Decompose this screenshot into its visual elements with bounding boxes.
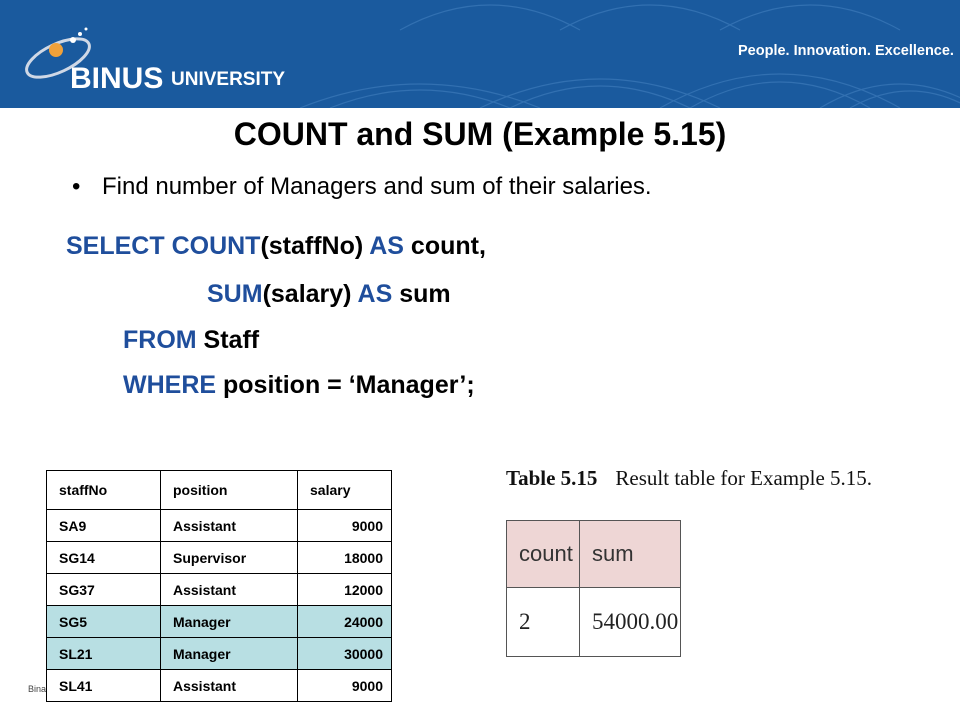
sql-text: sum (392, 280, 451, 308)
table-cell: Assistant (161, 574, 298, 606)
table-cell: 9000 (298, 670, 392, 702)
table-cell: Manager (161, 606, 298, 638)
sql-text: (staffNo) (260, 232, 370, 260)
sql-keyword: SELECT COUNT (66, 232, 261, 260)
table-cell: Supervisor (161, 542, 298, 574)
table-cell: 54000.00 (580, 588, 681, 657)
column-header: count (507, 521, 580, 588)
table-row (47, 542, 392, 574)
sql-text: count, (403, 232, 486, 260)
table-row (47, 574, 392, 606)
sql-keyword: SUM (207, 280, 263, 308)
sql-text: position = ‘Manager’; (216, 371, 475, 399)
table-row (47, 510, 392, 542)
table-cell: SG5 (47, 606, 161, 638)
table-cell: SG37 (47, 574, 161, 606)
sql-text: Staff (196, 326, 260, 354)
sql-line-4 (123, 371, 475, 400)
sql-line-3 (123, 326, 259, 355)
table-cell: 24000 (298, 606, 392, 638)
table-cell: Assistant (161, 510, 298, 542)
sql-keyword: AS (369, 232, 404, 260)
bullet-item (72, 173, 652, 201)
table-row (47, 670, 392, 702)
table-cell: 18000 (298, 542, 392, 574)
sql-keyword: AS (357, 280, 393, 308)
sql-text: (salary) (262, 280, 358, 308)
binus-logo (18, 20, 288, 100)
table-cell: 9000 (298, 510, 392, 542)
table-cell: 2 (507, 588, 580, 657)
table-cell: 12000 (298, 574, 392, 606)
sql-keyword: FROM (123, 326, 197, 354)
column-header: position (161, 471, 298, 510)
table-cell: SA9 (47, 510, 161, 542)
sql-keyword: WHERE (123, 371, 217, 399)
table-cell: SL21 (47, 638, 161, 670)
table-row-highlighted (47, 638, 392, 670)
table-cell: 30000 (298, 638, 392, 670)
footer-text: Bina (28, 684, 47, 694)
result-table (506, 520, 681, 657)
table-header-row (47, 471, 392, 510)
header-banner (0, 0, 960, 108)
staff-table (46, 470, 392, 702)
column-header: staffNo (47, 471, 161, 510)
caption-number: Table 5.15 (506, 466, 598, 490)
result-caption (506, 466, 872, 491)
table-cell: Assistant (161, 670, 298, 702)
result-row (507, 588, 681, 657)
table-cell: Manager (161, 638, 298, 670)
column-header: salary (298, 471, 392, 510)
caption-text: Result table for Example 5.15. (615, 466, 873, 490)
bullet-dot-icon: • (72, 173, 81, 200)
sql-line-2 (207, 280, 451, 309)
table-cell: SG14 (47, 542, 161, 574)
bullet-text: Find number of Managers and sum of their salaries. (102, 173, 652, 200)
sql-line-1 (66, 232, 486, 261)
table-cell: SL41 (47, 670, 161, 702)
table-row-highlighted (47, 606, 392, 638)
result-header-row (507, 521, 681, 588)
logo-suffix-text: UNIVERSITY (171, 69, 286, 90)
slide-title: COUNT and SUM (Example 5.15) (233, 116, 727, 152)
logo-text: BINUS (70, 62, 164, 95)
tagline: People. Innovation. Excellence. (738, 43, 954, 59)
column-header: sum (580, 521, 681, 588)
